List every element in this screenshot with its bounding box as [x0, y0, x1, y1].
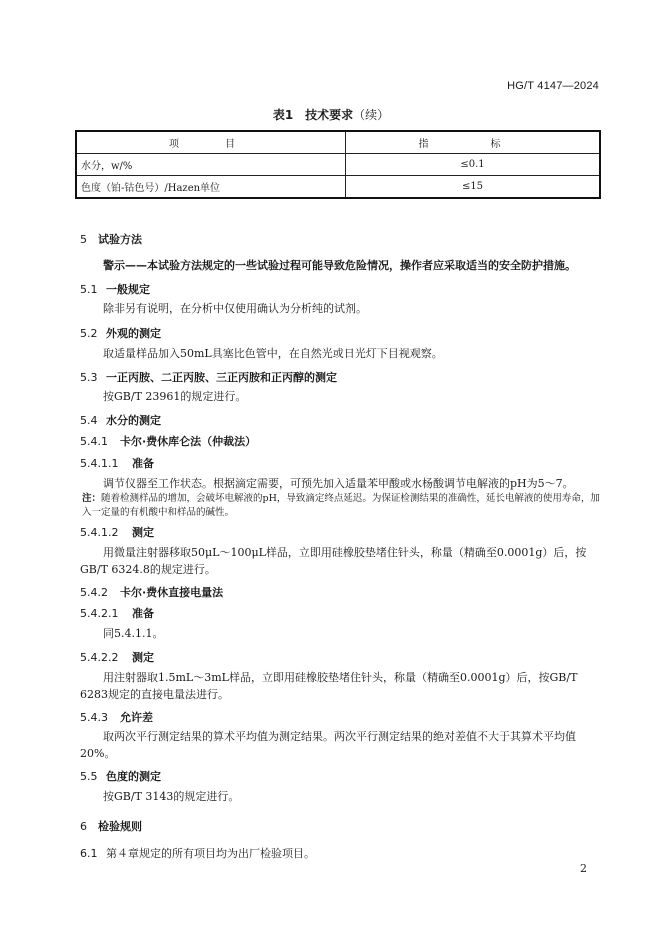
paragraph: 调节仪器至工作状态。根据滴定需要，可预先加入适量苯甲酸或水杨酸调节电解液的pH为5～7。	[103, 477, 574, 490]
clause-text: 第４章规定的所有项目均为出厂检验项目。	[106, 847, 315, 860]
section-heading: 5.1 一般规定	[80, 283, 150, 296]
table-title-main: 表1 技术要求	[272, 108, 354, 122]
section-heading: 5.4.2.2 测定	[80, 651, 154, 664]
section-heading: 5 试验方法	[80, 233, 142, 246]
clause-number: 6.1	[80, 847, 98, 860]
table-row	[76, 176, 600, 199]
paragraph: 同5.4.1.1。	[103, 627, 164, 640]
paragraph: 取两次平行测定结果的算术平均值为测定结果。两次平行测定结果的绝对差值不大于其算术平均值20%。	[80, 730, 576, 760]
row-item: 色度（铂-钴色号）/Hazen单位	[76, 176, 346, 199]
table-title-cont: （续）	[353, 108, 390, 122]
standard-code: HG/T 4147—2024	[507, 80, 599, 92]
row-value: ≤0.1	[346, 154, 601, 176]
section-heading: 5.4.1 卡尔·费休库仑法（仲裁法）	[80, 435, 257, 448]
paragraph: 用微量注射器移取50μL～100μL样品，立即用硅橡胶垫堵住针头，称量（精确至0.0001g）后，按GB/T 6324.8的规定进行。	[80, 546, 587, 576]
section-heading: 5.5 色度的测定	[80, 770, 161, 783]
paragraph: 除非另有说明，在分析中仅使用确认为分析纯的试剂。	[103, 302, 367, 315]
paragraph: 按GB/T 3143的规定进行。	[103, 790, 240, 803]
note-text: 随着检测样品的增加，会破坏电解液的pH，导致滴定终点延迟。为保证检测结果的准确性，延长电解液的使用寿命，加入一定量的有机酸中和样品的碱性。	[82, 493, 600, 518]
section-heading: 5.4.2.1 准备	[80, 607, 154, 620]
section-heading: 5.4.2 卡尔·费休直接电量法	[80, 586, 224, 599]
section-heading: 5.4 水分的测定	[80, 414, 161, 427]
page-number: 2	[580, 862, 587, 875]
paragraph: 用注射器取1.5mL～3mL样品，立即用硅橡胶垫堵住针头，称量（精确至0.0001g）后，按GB/T 6283规定的直接电量法进行。	[80, 671, 578, 701]
note	[82, 492, 602, 520]
header-item: 项 目	[76, 131, 346, 154]
section-heading: 5.4.1.2 测定	[80, 526, 154, 539]
row-item: 水分，w/%	[76, 154, 346, 176]
section-heading: 5.3 一正丙胺、二正丙胺、三正丙胺和正丙醇的测定	[80, 371, 337, 384]
row-value: ≤15	[346, 176, 601, 199]
table-row	[76, 154, 600, 176]
paragraph: 按GB/T 23961的规定进行。	[103, 390, 247, 403]
section-heading: 5.4.1.1 准备	[80, 457, 154, 470]
warning-text: 警示——本试验方法规定的一些试验过程可能导致危险情况，操作者应采取适当的安全防护措施。	[103, 259, 576, 272]
section-heading: 5.2 外观的测定	[80, 327, 161, 340]
header-value: 指 标	[346, 131, 601, 154]
note-label: 注：	[82, 493, 102, 504]
table-title	[0, 106, 662, 123]
paragraph: 取适量样品加入50mL具塞比色管中，在自然光或日光灯下目视观察。	[103, 347, 443, 360]
section-heading: 6 检验规则	[80, 820, 142, 833]
requirements-table	[75, 130, 601, 199]
section-heading: 5.4.3 允许差	[80, 711, 153, 724]
table-header-row	[76, 131, 600, 154]
clause-6-1	[80, 845, 315, 861]
